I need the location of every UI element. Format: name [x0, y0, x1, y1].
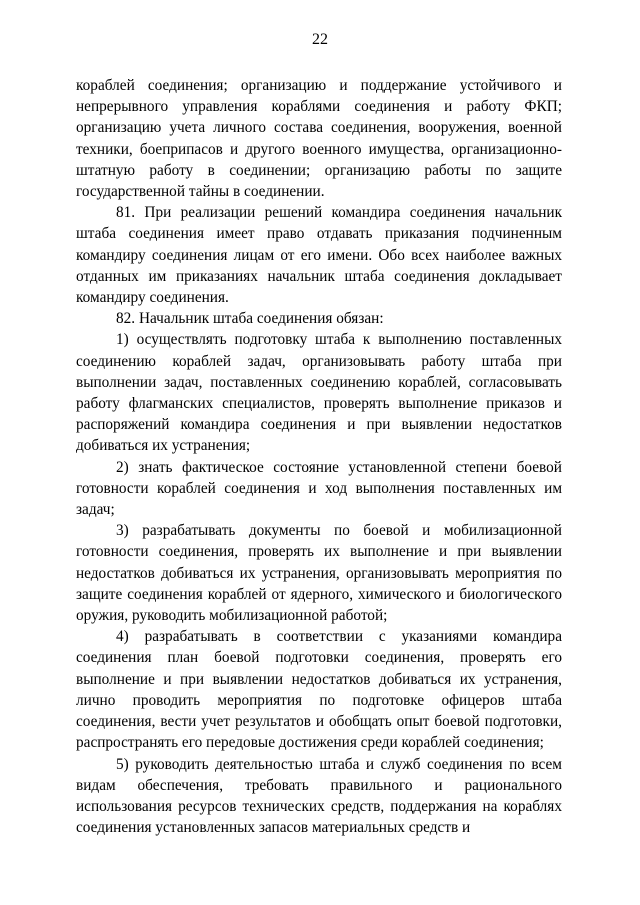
list-item-4: 4) разрабатывать в соответствии с указаниями командира соединения план боевой подготовки соединения, проверять его выполнение и при выявлении недостатков добиваться их устранения, лично проводить мероприятия по подготовке офицеров штаба соединения, вести учет результатов и обобщать опыт боевой подготовки, распространять его передовые достижения среди кораблей соединения; — [76, 628, 562, 752]
document-body — [76, 75, 562, 838]
paragraph-continuation: кораблей соединения; организацию и поддержание устойчивого и непрерывного управления кораблями соединения и работу ФКП; организацию учета личного состава соединения, вооружения, военной техники, боеприпасов и другого военного имущества, организационно-штатную работу в соединении; организацию работы по защите государственной тайны в соединении. — [76, 77, 562, 201]
list-item-3: 3) разрабатывать документы по боевой и мобилизационной готовности соединения, проверять их выполнение и при выявлении недостатков добиваться их устранения, организовывать мероприятия по защите соединения кораблей от ядерного, химического и биологического оружия, руководить мобилизационной работой; — [76, 522, 562, 625]
paragraph-81: 81. При реализации решений командира соединения начальник штаба соединения имеет право отдавать приказания подчиненным командиру соединения лицам от его имени. Обо всех наиболее важных отданных им приказаниях начальник штаба соединения докладывает командиру соединения. — [76, 204, 562, 307]
list-item-2: 2) знать фактическое состояние установленной степени боевой готовности кораблей соединения и ход выполнения поставленных им задач; — [76, 458, 562, 519]
list-item-5: 5) руководить деятельностью штаба и служб соединения по всем видам обеспечения, требовать правильного и рационального использования ресурсов технических средств, поддержания на кораблях соединения установленных запасов материальных средств и — [76, 755, 562, 837]
list-item-1: 1) осуществлять подготовку штаба к выполнению поставленных соединению кораблей задач, организовывать работу штаба при выполнении задач, поставленных соединению кораблей, согласовывать работу флагманских специалистов, проверять выполнение приказов и распоряжений командира соединения и при выявлении недостатков добиваться их устранения; — [76, 331, 562, 455]
paragraph-82-heading: 82. Начальник штаба соединения обязан: — [116, 310, 384, 328]
page-number: 22 — [312, 31, 328, 48]
